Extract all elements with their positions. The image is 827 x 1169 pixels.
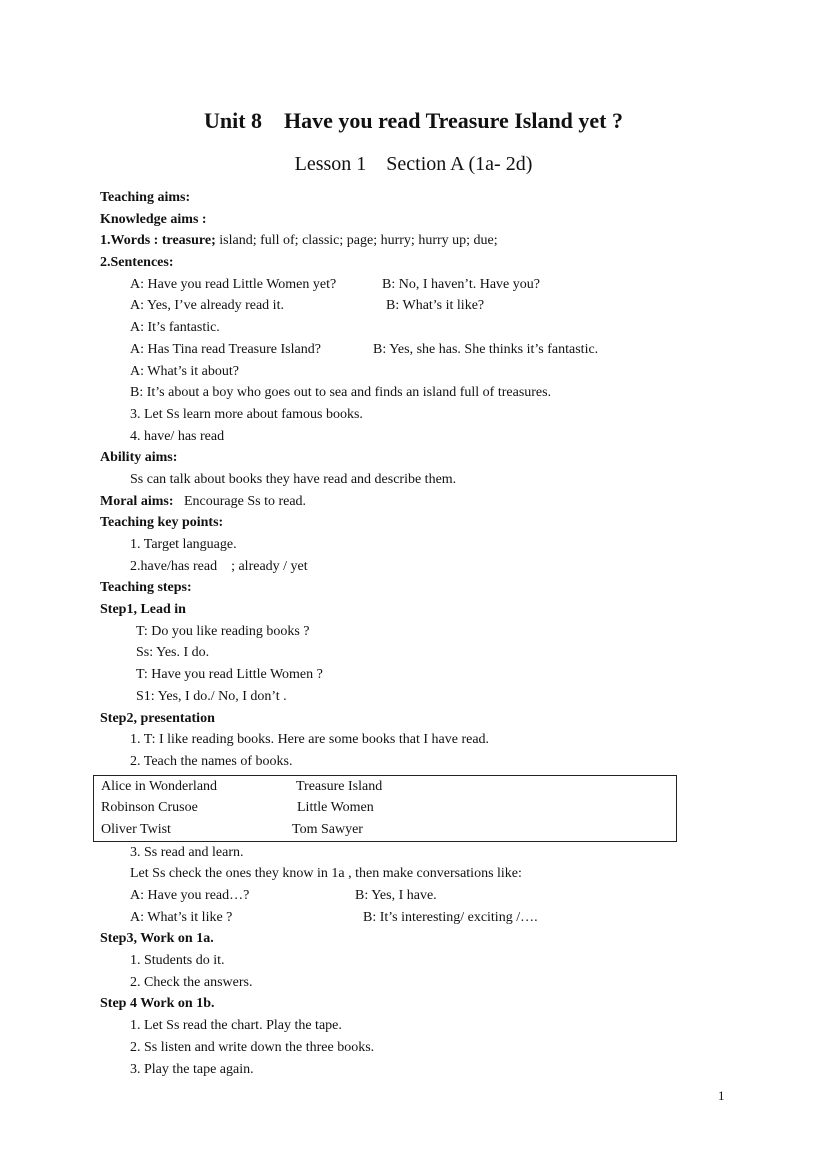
book-title: Oliver Twist [101, 821, 171, 837]
step1-line: S1: Yes, I do./ No, I don’t . [136, 688, 287, 704]
book-title: Robinson Crusoe [101, 800, 198, 816]
step2-line: 3. Ss read and learn. [130, 844, 244, 860]
sentences-heading: 2.Sentences: [100, 255, 174, 271]
sentence-a: B: It’s about a boy who goes out to sea and finds an island full of treasures. [130, 385, 552, 401]
step4-line: 2. Ss listen and write down the three books. [130, 1039, 375, 1055]
sentence-line [100, 382, 740, 404]
sentence-line [100, 317, 740, 339]
step4-line: 3. Play the tape again. [130, 1061, 254, 1077]
step2-line: 1. T: I like reading books. Here are some books that I have read. [130, 732, 490, 748]
book-names-box [93, 775, 677, 842]
step3-line: 1. Students do it. [130, 953, 225, 969]
book-row [101, 819, 676, 841]
step2-heading: Step2, presentation [100, 710, 215, 726]
sentence-a: A: Has Tina read Treasure Island? [130, 341, 321, 357]
step3-heading: Step3, Work on 1a. [100, 931, 214, 947]
book-title: Alice in Wonderland [101, 778, 218, 794]
book-row [101, 776, 676, 798]
step1-line: T: Do you like reading books ? [136, 623, 310, 639]
book-title: Tom Sawyer [292, 821, 363, 837]
teaching-aims-heading: Teaching aims: [100, 190, 191, 205]
step1-line: T: Have you read Little Women ? [136, 667, 323, 683]
aims-item-4: 4. have/ has read [130, 428, 225, 444]
words-list: island; full of; classic; page; hurry; hurry up; due; [215, 233, 498, 249]
conversation-b: B: Yes, I have. [355, 888, 437, 903]
step2-line: Let Ss check the ones they know in 1a , then make conversations like: [130, 866, 522, 882]
step2-line: 2. Teach the names of books. [130, 753, 293, 769]
step4-line: 1. Let Ss read the chart. Play the tape. [130, 1018, 342, 1034]
key-point: 1. Target language. [130, 537, 237, 552]
conversation-line [100, 907, 740, 929]
ability-aims-text: Ss can talk about books they have read and describe them. [130, 471, 457, 487]
words-line [100, 230, 740, 252]
conversation-line [100, 885, 740, 907]
sentence-a: A: Yes, I’ve already read it. [130, 298, 284, 314]
document-title: Unit 8 Have you read Treasure Island yet ? [203, 108, 624, 133]
step1-line: Ss: Yes. I do. [136, 645, 210, 661]
moral-aims-label: Moral aims: [100, 493, 174, 509]
sentence-a: A: Have you read Little Women yet? [130, 276, 337, 292]
aims-item-3: 3. Let Ss learn more about famous books. [130, 406, 363, 422]
conversation-b: B: It’s interesting/ exciting /…. [363, 909, 538, 925]
lesson-subtitle: Lesson 1 Section A (1a- 2d) [294, 153, 533, 175]
conversation-a: A: Have you read…? [130, 888, 250, 903]
book-title: Little Women [297, 800, 374, 816]
words-label: 1.Words : treasure; [100, 233, 216, 249]
sentence-line [100, 339, 740, 361]
sentence-a: A: It’s fantastic. [130, 320, 220, 336]
sentence-line [100, 295, 740, 317]
lesson-plan-body [100, 187, 740, 1080]
key-point: 2.have/has read ; already / yet [130, 558, 308, 574]
sentence-line [100, 274, 740, 296]
ability-aims-heading: Ability aims: [100, 450, 178, 466]
step3-line: 2. Check the answers. [130, 974, 253, 990]
step4-heading: Step 4 Work on 1b. [100, 996, 215, 1012]
knowledge-aims-heading: Knowledge aims : [100, 211, 207, 227]
key-points-heading: Teaching key points: [100, 515, 224, 531]
sentence-line [100, 361, 740, 383]
moral-aims-text: Encourage Ss to read. [173, 493, 307, 509]
moral-aims-line [100, 491, 740, 513]
sentence-b: B: What’s it like? [386, 298, 485, 314]
sentence-b: B: No, I haven’t. Have you? [382, 276, 540, 292]
conversation-a: A: What’s it like ? [130, 909, 233, 925]
sentence-a: A: What’s it about? [130, 363, 239, 379]
page-number: 1 [718, 1088, 725, 1103]
book-row [101, 797, 676, 819]
book-title: Treasure Island [296, 778, 383, 794]
step1-heading: Step1, Lead in [100, 602, 186, 618]
teaching-steps-heading: Teaching steps: [100, 580, 192, 596]
sentence-b: B: Yes, she has. She thinks it’s fantastic. [373, 341, 599, 357]
